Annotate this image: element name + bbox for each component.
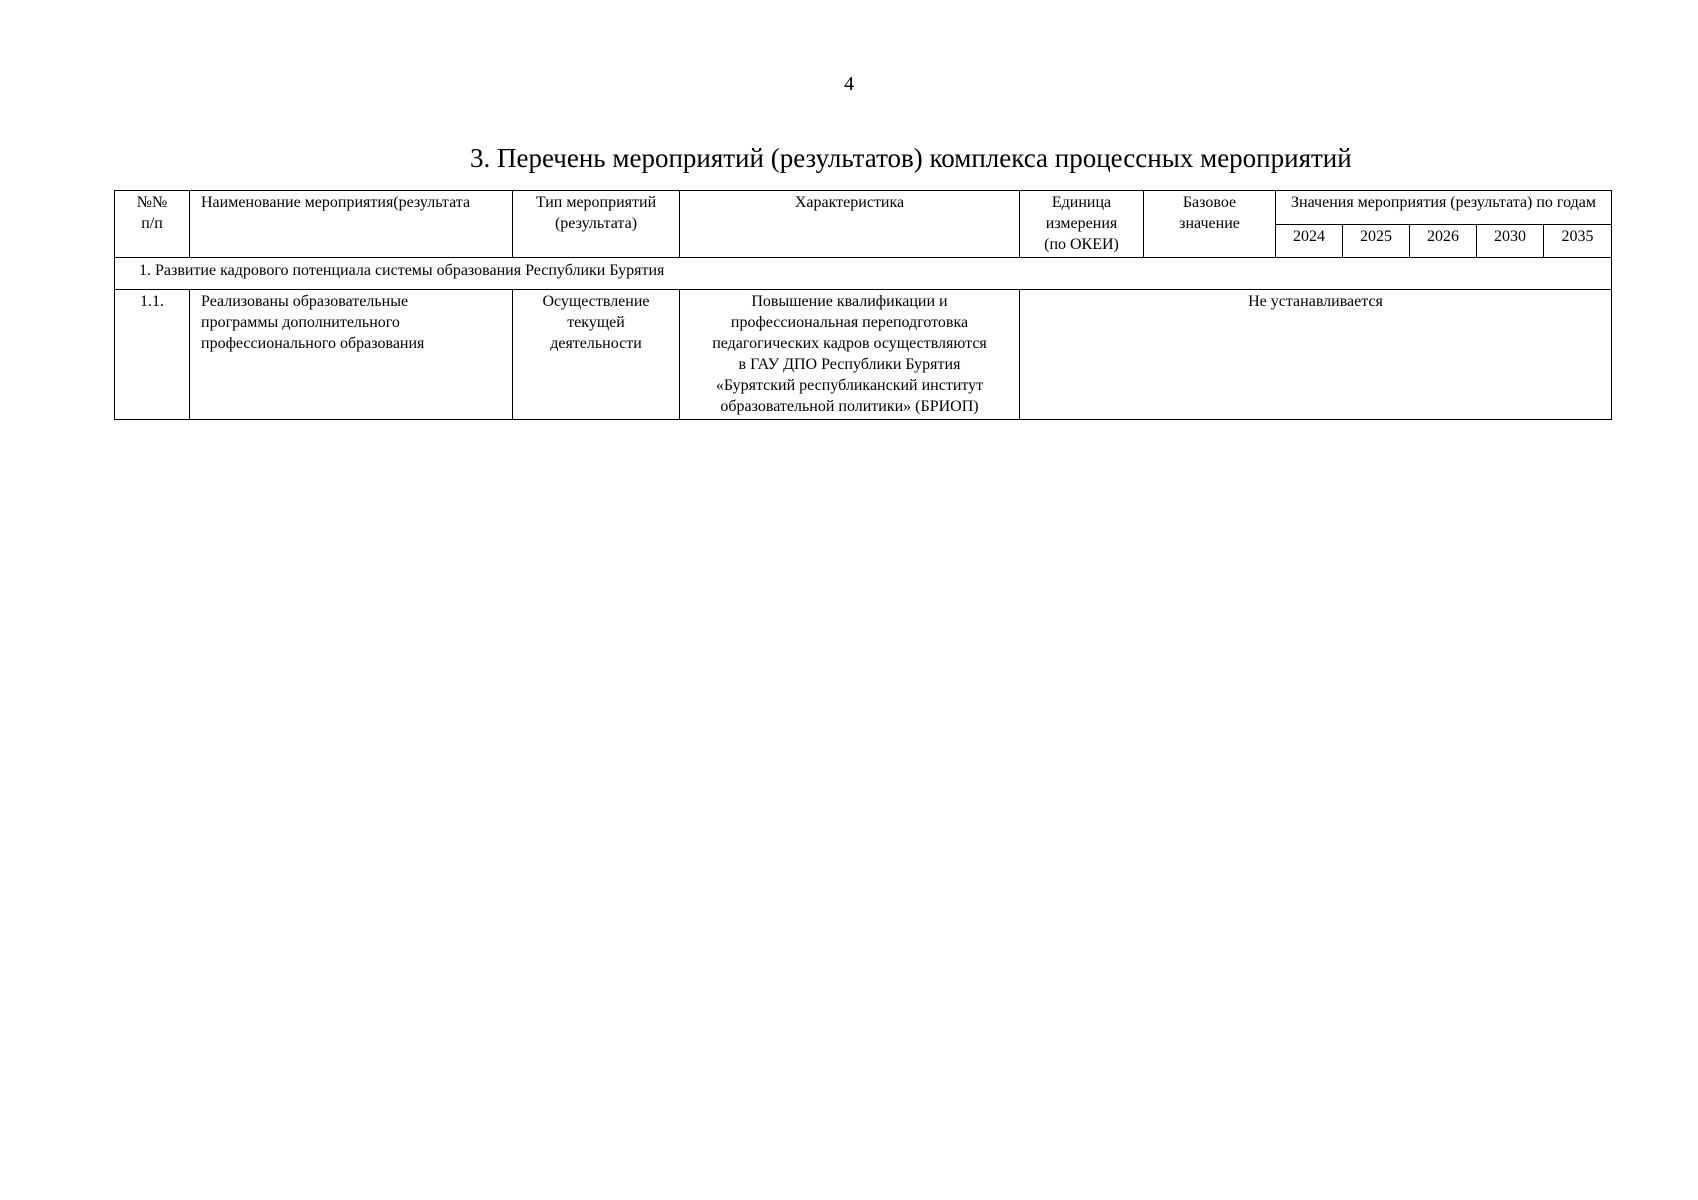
header-base-value — [1144, 191, 1276, 258]
section-title: 3. Перечень мероприятий (результатов) комплекса процессных мероприятий — [470, 143, 1352, 173]
header-number-line: №№ — [136, 194, 168, 211]
row-number: 1.1. — [115, 290, 190, 420]
header-year: 2035 — [1544, 225, 1612, 258]
row-type-line: Осуществление — [542, 293, 650, 310]
header-base-line: Базовое — [1182, 194, 1237, 211]
row-type — [513, 290, 680, 420]
header-name: Наименование мероприятия(результата — [190, 191, 513, 258]
header-year: 2030 — [1477, 225, 1544, 258]
header-type-line: Тип мероприятий — [535, 194, 657, 211]
header-number — [115, 191, 190, 258]
row-name-line: Реализованы образовательные — [201, 293, 409, 310]
header-unit-line: измерения — [1045, 215, 1118, 232]
header-unit — [1020, 191, 1144, 258]
header-type-line: (результата) — [554, 215, 638, 232]
row-characteristic-line: профессиональная переподготовка — [730, 314, 969, 331]
row-characteristic — [680, 290, 1020, 420]
row-characteristic-line: Повышение квалификации и — [751, 293, 948, 310]
row-characteristic-line: педагогических кадров осуществляются — [712, 335, 987, 352]
header-year: 2026 — [1410, 225, 1477, 258]
header-values: Значения мероприятия (результата) по годам — [1276, 191, 1612, 225]
group-title: 1. Развитие кадрового потенциала системы образования Республики Бурятия — [115, 258, 1612, 290]
row-name-line: профессионального образования — [201, 335, 425, 352]
row-type-line: текущей — [567, 314, 625, 331]
row-type-line: деятельности — [550, 335, 642, 352]
header-base-line: значение — [1179, 215, 1240, 232]
table-row — [115, 290, 1612, 420]
row-name-line: программы дополнительного — [201, 314, 400, 331]
table-header-row — [115, 191, 1612, 225]
group-row — [115, 258, 1612, 290]
header-type — [513, 191, 680, 258]
header-year: 2025 — [1343, 225, 1410, 258]
events-table — [114, 190, 1612, 420]
page-number: 4 — [844, 73, 854, 95]
row-values-note: Не устанавливается — [1020, 290, 1612, 420]
row-name — [190, 290, 513, 420]
row-characteristic-line: «Бурятский республиканский институт — [715, 377, 984, 394]
header-year: 2024 — [1276, 225, 1343, 258]
row-characteristic-line: в ГАУ ДПО Республики Бурятия — [738, 356, 961, 373]
header-characteristic: Характеристика — [680, 191, 1020, 258]
header-unit-line: (по ОКЕИ) — [1044, 236, 1119, 253]
row-characteristic-line: образовательной политики» (БРИОП) — [720, 398, 979, 415]
header-unit-line: Единица — [1051, 194, 1112, 211]
header-number-line: п/п — [141, 215, 163, 232]
